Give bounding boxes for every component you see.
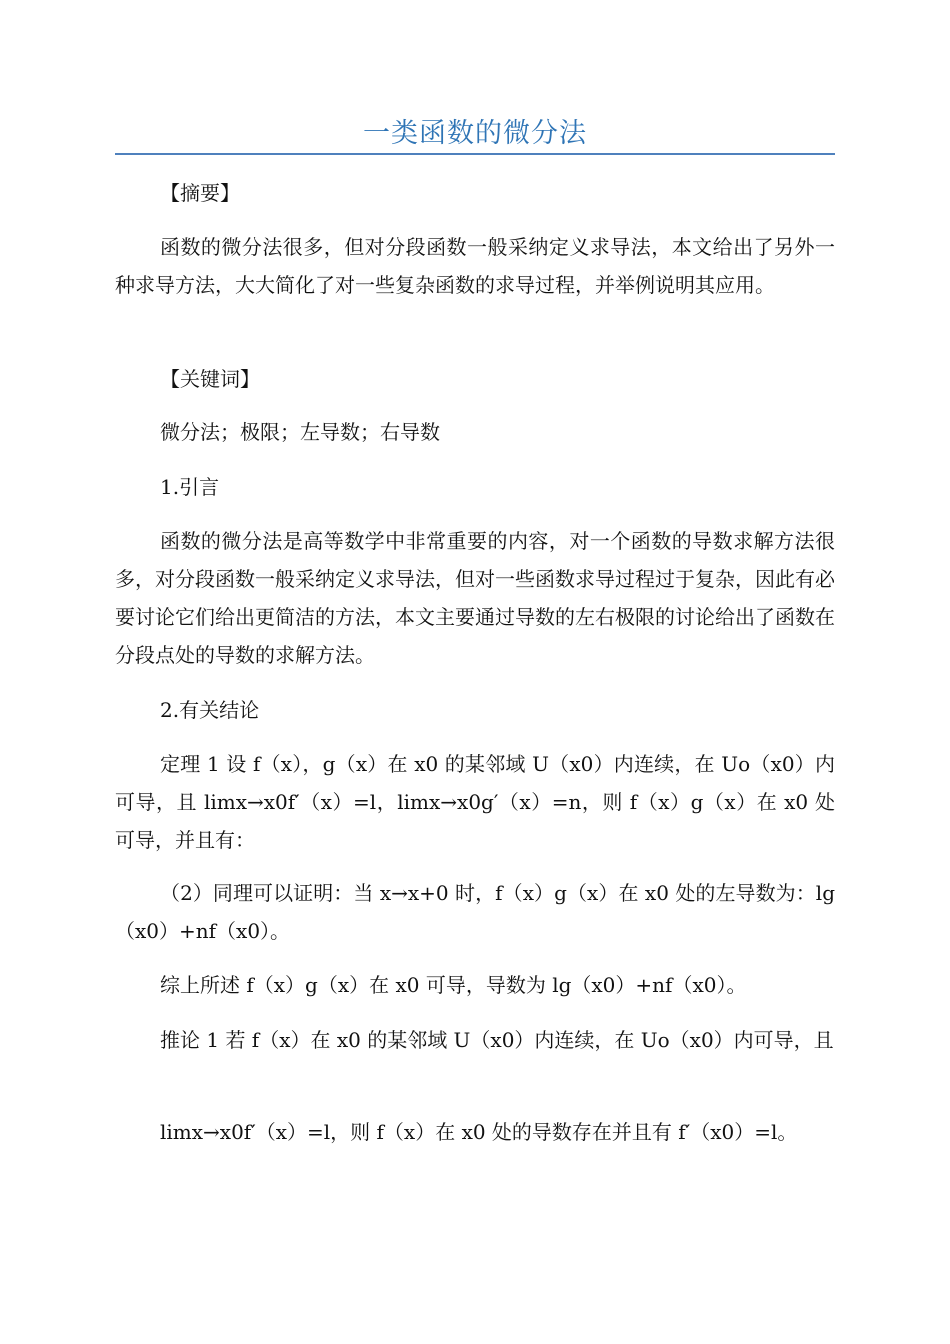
section1-heading: 1.引言 [160,475,220,499]
keywords-text: 微分法；极限；左导数；右导数 [160,420,440,444]
corollary1-paragraph: 推论 1 若 f（x）在 x0 的某邻域 U（x0）内连续，在 Uo（x0）内可导，且 [160,1028,834,1052]
section1-paragraph: 函数的微分法是高等数学中非常重要的内容，对一个函数的导数求解方法很多，对分段函数一般采纳定义求导法，但对一些函数求导过程过于复杂，因此有必要讨论它们给出更简洁的方法，本文主要通过导数的左右极限的讨论给出了函数在分段点处的导数的求解方法。 [115,529,835,667]
corollary1-continued-paragraph: limx→x0f′（x）=l，则 f（x）在 x0 处的导数存在并且有 f′（x0）=l。 [160,1120,798,1144]
summary-paragraph: 综上所述 f（x）g（x）在 x0 可导，导数为 lg（x0）+nf（x0）。 [160,973,747,997]
theorem1-paragraph: 定理 1 设 f（x），g（x）在 x0 的某邻域 U（x0）内连续，在 Uo（x0）内可导，且 limx→x0f′（x）=l，limx→x0g′（x）=n，则 f（x）g（x）在 x0 处可导，并且有： [115,752,835,852]
title-underline [115,153,835,155]
abstract-text: 函数的微分法很多，但对分段函数一般采纳定义求导法，本文给出了另外一种求导方法，大大简化了对一些复杂函数的求导过程，并举例说明其应用。 [115,235,835,297]
document-title: 一类函数的微分法 [363,118,587,149]
abstract-heading: 【摘要】 [160,181,240,205]
section2-heading: 2.有关结论 [160,698,260,722]
proof-part2-paragraph: （2）同理可以证明：当 x→x+0 时，f（x）g（x）在 x0 处的左导数为：lg（x0）+nf（x0）。 [115,881,835,943]
keywords-heading: 【关键词】 [160,367,260,391]
